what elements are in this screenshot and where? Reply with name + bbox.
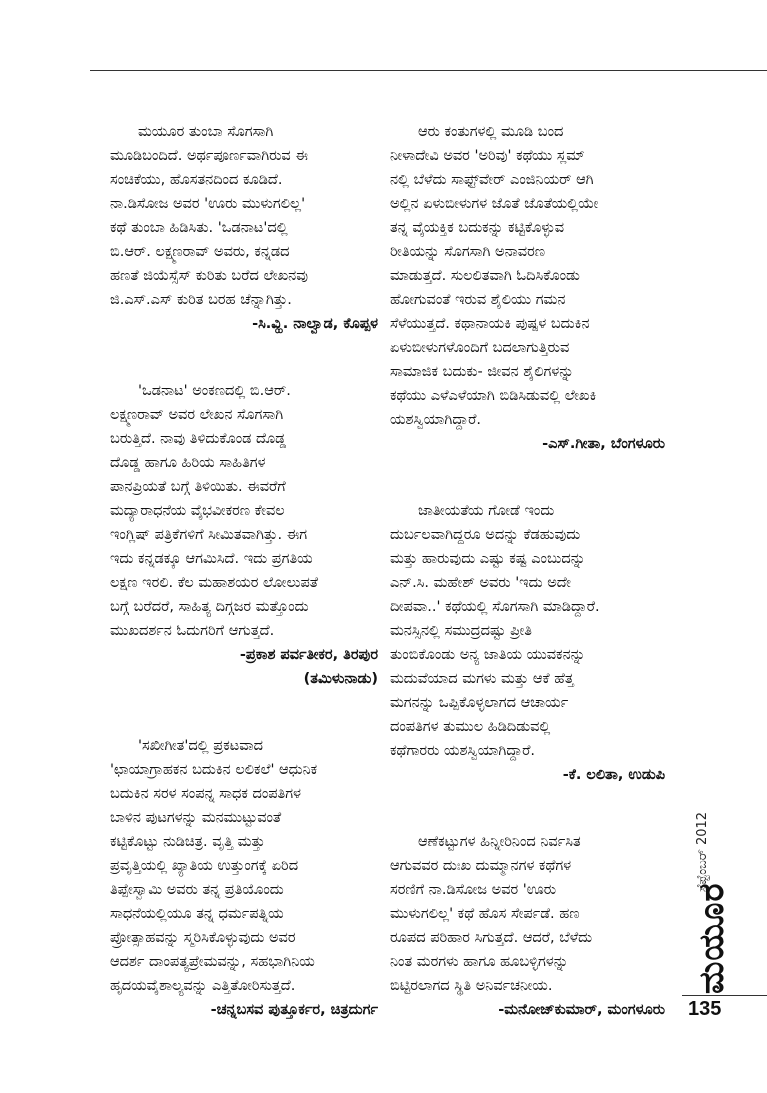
letter-line: ತನ್ನ ವೈಯಕ್ತಿಕ ಬದುಕನ್ನು ಕಟ್ಟಿಕೊಳ್ಳುವ — [390, 220, 565, 236]
letter-line: ಜಿ.ಎಸ್.ಎಸ್ ಕುರಿತ ಬರಹ ಚೆನ್ನಾಗಿತ್ತು. — [110, 292, 292, 308]
reader-letter — [110, 120, 378, 336]
letter-signature: -ಎಸ್.ಗೀತಾ, ಬೆಂಗಳೂರು — [542, 436, 665, 452]
letter-line: ಲಕ್ಷ್ಮಣರಾವ್ ಅವರ ಲೇಖನ ಸೊಗಸಾಗಿ — [110, 407, 284, 423]
letter-line: ರೀತಿಯನ್ನು ಸೊಗಸಾಗಿ ಅನಾವರಣ — [390, 244, 546, 260]
letter-line: ಮನಸ್ಸಿನಲ್ಲಿ ಸಮುದ್ರದಷ್ಟು ಪ್ರೀತಿ — [390, 623, 532, 639]
letter-signature: -ಕೆ. ಲಲಿತಾ, ಉಡುಪಿ — [562, 767, 665, 783]
letter-line: ಯಶಸ್ವಿಯಾಗಿದ್ದಾರೆ. — [390, 412, 482, 428]
letter-signature: -ಪ್ರಕಾಶ ಪರ್ವತೀಕರ, ತಿರಪುರ — [239, 647, 378, 663]
letter-line: ಹೋಗುವಂತೆ ಇರುವ ಶೈಲಿಯು ಗಮನ — [390, 292, 566, 308]
letter-line: ಪ್ರೋತ್ಸಾಹವನ್ನು ಸ್ಮರಿಸಿಕೊಳ್ಳುವುದು ಅವರ — [110, 930, 296, 946]
letter-line: ಮದುವೆಯಾದ ಮಗಳು ಮತ್ತು ಆಕೆ ಹೆತ್ತ — [390, 671, 574, 687]
reader-letter — [390, 120, 665, 456]
letter-line: ಕಥೆ ತುಂಬಾ ಹಿಡಿಸಿತು. 'ಒಡನಾಟ'ದಲ್ಲಿ — [110, 220, 288, 236]
reader-letter — [110, 379, 378, 691]
letter-line: ತಿಪ್ಪೇಸ್ವಾಮಿ ಅವರು ತನ್ನ ಪ್ರತಿಯೊಂದು — [110, 882, 284, 898]
top-rule — [90, 70, 767, 71]
letter-line: ಇದು ಕನ್ನಡಕ್ಕೂ ಆಗಮಿಸಿದೆ. ಇದು ಪ್ರಗತಿಯ — [110, 551, 313, 567]
letter-line: ದಂಪತಿಗಳ ತುಮುಲ ಹಿಡಿದಿಡುವಲ್ಲಿ — [390, 719, 551, 735]
letter-line: ದೀಪವಾ..' ಕಥೆಯಲ್ಲಿ ಸೊಗಸಾಗಿ ಮಾಡಿದ್ದಾರೆ. — [390, 599, 600, 615]
letter-line: ಮುಖದರ್ಶನ ಓದುಗರಿಗೆ ಆಗುತ್ತದೆ. — [110, 623, 275, 639]
reader-letter — [110, 734, 378, 1022]
letter-line: ಹೃದಯವೈಶಾಲ್ಯವನ್ನು ಎತ್ತಿತೋರಿಸುತ್ತದೆ. — [110, 978, 296, 994]
letter-line: 'ಸಖೀಗೀತ'ದಲ್ಲಿ ಪ್ರಕಟವಾದ — [138, 738, 263, 754]
letter-line: ಜಾತೀಯತೆಯ ಗೋಡೆ ಇಂದು — [418, 503, 555, 519]
letter-line: ಸರಣಿಗೆ ನಾ.ಡಿಸೋಜ ಅವರ 'ಊರು — [390, 882, 557, 898]
letter-line: ಏಳುಬೀಳುಗಳೊಂದಿಗೆ ಬದಲಾಗುತ್ತಿರುವ — [390, 340, 570, 356]
letter-line: ತುಂಬಿಕೊಂಡು ಅನ್ಯ ಜಾತಿಯ ಯುವಕನನ್ನು — [390, 647, 586, 663]
reader-letter — [390, 830, 665, 1022]
letter-line: ರೂಪದ ಪರಿಹಾರ ಸಿಗುತ್ತದೆ. ಆದರೆ, ಬೆಳೆದು — [390, 930, 593, 946]
reader-letter — [390, 499, 665, 787]
letter-line: ಸೆಳೆಯುತ್ತದೆ. ಕಥಾನಾಯಕಿ ಪುಷ್ಪಳ ಬದುಕಿನ — [390, 316, 590, 332]
letter-line: ಆಗುವವರ ದುಃಖ ದುಮ್ಮಾನಗಳ ಕಥೆಗಳ — [390, 858, 572, 874]
letter-line: ಇಂಗ್ಲಿಷ್ ಪತ್ರಿಕೆಗಳಿಗೆ ಸೀಮಿತವಾಗಿತ್ತು. ಈಗ — [110, 527, 308, 543]
letter-line: ದುರ್ಬಲವಾಗಿದ್ದರೂ ಅದನ್ನು ಕೆಡಹುವುದು — [390, 527, 581, 543]
letter-line: ಮದ್ಯಾರಾಧನೆಯ ವೈಭವೀಕರಣ ಕೇವಲ — [110, 503, 285, 519]
letter-line: 'ಒಡನಾಟ' ಅಂಕಣದಲ್ಲಿ ಬಿ.ಆರ್. — [138, 383, 291, 399]
letter-line: ಆರು ಕಂತುಗಳಲ್ಲಿ ಮೂಡಿ ಬಂದ — [418, 124, 564, 140]
letter-line: ನಾ.ಡಿಸೋಜ ಅವರ 'ಊರು ಮುಳುಗಲಿಲ್ಲ' — [110, 196, 306, 212]
letter-line: ಮಾಡುತ್ತದೆ. ಸುಲಲಿತವಾಗಿ ಓದಿಸಿಕೊಂಡು — [390, 268, 580, 284]
letter-line: ಸಾಧನೆಯಲ್ಲಿಯೂ ತನ್ನ ಧರ್ಮಪತ್ನಿಯ — [110, 906, 284, 922]
letter-line: ಮುಳುಗಲಿಲ್ಲ' ಕಥೆ ಹೊಸ ಸೇರ್ಪಡೆ. ಹಣ — [390, 906, 580, 922]
letter-signature-location: (ತಮಿಳುನಾಡು) — [303, 671, 378, 687]
letter-line: ಬಗ್ಗೆ ಬರೆದರೆ, ಸಾಹಿತ್ಯ ದಿಗ್ಗಜರ ಮತ್ತೊಂದು — [110, 599, 309, 615]
letter-signature: -ಸಿ.ವ್ಹಿ. ನಾಲ್ವಾಡ, ಕೊಪ್ಪಳ — [252, 316, 378, 332]
magazine-sidebar — [688, 780, 740, 995]
sidebar-rule — [682, 995, 767, 996]
letter-signature: -ಮನೋಜ್‌ಕುಮಾರ್, ಮಂಗಳೂರು — [498, 1002, 665, 1018]
letter-line: ಬಾಳಿನ ಪುಟಗಳನ್ನು ಮನಮುಟ್ಟುವಂತೆ — [110, 810, 282, 826]
letter-line: ನಿಂತ ಮರಗಳು ಹಾಗೂ ಹೂಬಳ್ಳಿಗಳನ್ನು — [390, 954, 569, 970]
page-number: 135 — [688, 998, 722, 1020]
letter-line: ನಲ್ಲಿ ಬೆಳೆದು ಸಾಫ್ಟ್‌ವೇರ್ ಎಂಜಿನಿಯರ್ ಆಗಿ — [390, 172, 594, 188]
letter-signature: -ಚನ್ನಬಸವ ಪುತ್ತೂರ್ಕರ, ಚಿತ್ರದುರ್ಗ — [210, 1002, 378, 1018]
letter-line: ಎನ್.ಸಿ. ಮಹೇಶ್ ಅವರು 'ಇದು ಅದೇ — [390, 575, 571, 591]
letter-line: ಆದರ್ಶ ದಾಂಪತ್ಯಪ್ರೇಮವನ್ನು, ಸಹಭಾಗಿನಿಯ — [110, 954, 315, 970]
letter-line: ಮಯೂರ ತುಂಬಾ ಸೊಗಸಾಗಿ — [138, 124, 274, 140]
letter-line: ಲಕ್ಷಣ ಇರಲಿ. ಕೆಲ ಮಹಾಶಯರ ಲೋಲುಪತೆ — [110, 575, 319, 591]
letter-line: ಬಿ.ಆರ್. ಲಕ್ಷ್ಮಣರಾವ್ ಅವರು, ಕನ್ನಡದ — [110, 244, 290, 260]
letter-line: ಬರುತ್ತಿದೆ. ನಾವು ತಿಳಿದುಕೊಂಡ ದೊಡ್ಡ — [110, 431, 287, 447]
letter-line: ಕಥೆಗಾರರು ಯಶಸ್ವಿಯಾಗಿದ್ದಾರೆ. — [390, 743, 536, 759]
letter-line: ಬದುಕಿನ ಸರಳ ಸಂಪನ್ನ ಸಾಧಕ ದಂಪತಿಗಳ — [110, 786, 301, 802]
magazine-logo: ಮಯೂರ — [692, 882, 732, 994]
letters-column-left — [110, 120, 378, 1065]
letter-line: ಸಾಮಾಜಿಕ ಬದುಕು- ಜೀವನ ಶೈಲಿಗಳನ್ನು — [390, 364, 574, 380]
letter-line: ಸಂಚಿಕೆಯು, ಹೊಸತನದಿಂದ ಕೂಡಿದೆ. — [110, 172, 283, 188]
letters-column-right — [390, 120, 665, 1065]
letter-line: ಪಾನಪ್ರಿಯತೆ ಬಗ್ಗೆ ತಿಳಿಯಿತು. ಈವರೆಗೆ — [110, 479, 286, 495]
letter-line: ದೊಡ್ಡ ಹಾಗೂ ಹಿರಿಯ ಸಾಹಿತಿಗಳ — [110, 455, 266, 471]
letter-line: ಆಣೆಕಟ್ಟುಗಳ ಹಿನ್ನೀರಿನಿಂದ ನಿರ್ವಸಿತ — [418, 834, 581, 850]
issue-date: ಸೆಪ್ಟೆಂಬರ್ 2012 — [695, 811, 710, 892]
letter-line: ಹಣತೆ ಜಿಯೆಸ್ಸೆಸ್ ಕುರಿತು ಬರೆದ ಲೇಖನವು — [110, 268, 309, 284]
letter-line: ಮೂಡಿಬಂದಿದೆ. ಅರ್ಥಪೂರ್ಣವಾಗಿರುವ ಈ — [110, 148, 308, 164]
letter-line: ಮಗನನ್ನು ಒಪ್ಪಿಕೊಳ್ಳಲಾಗದ ಆಚಾರ್ಯ — [390, 695, 569, 711]
letter-line: ಅಲ್ಲಿನ ಏಳುಬೀಳುಗಳ ಜೊತೆ ಜೊತೆಯಲ್ಲಿಯೇ — [390, 196, 599, 212]
letter-line: ಮತ್ತು ಹಾರುವುದು ಎಷ್ಟು ಕಷ್ಟ ಎಂಬುದನ್ನು — [390, 551, 586, 567]
letter-line: ಕಟ್ಟಿಕೊಟ್ಟು ನುಡಿಚಿತ್ರ. ವೃತ್ತಿ ಮತ್ತು — [110, 834, 265, 850]
letter-line: ಪ್ರವೃತ್ತಿಯಲ್ಲಿ ಖ್ಯಾತಿಯ ಉತ್ತುಂಗಕ್ಕೆ ಏರಿದ — [110, 858, 299, 874]
letter-line: 'ಛಾಯಾಗ್ರಾಹಕನ ಬದುಕಿನ ಲಲಿಕಲೆ' ಆಧುನಿಕ — [110, 762, 318, 778]
letter-line: ನೀಳಾದೇವಿ ಅವರ 'ಅರಿವು' ಕಥೆಯು ಸ್ಲಮ್ — [390, 148, 585, 164]
letter-line: ಕಥೆಯು ಎಳೆಎಳೆಯಾಗಿ ಬಿಡಿಸಿಡುವಲ್ಲಿ ಲೇಖಕಿ — [390, 388, 597, 404]
letter-line: ಬಿಟ್ಟಿರಲಾಗದ ಸ್ಥಿತಿ ಅನಿರ್ವಚನೀಯ. — [390, 978, 553, 994]
